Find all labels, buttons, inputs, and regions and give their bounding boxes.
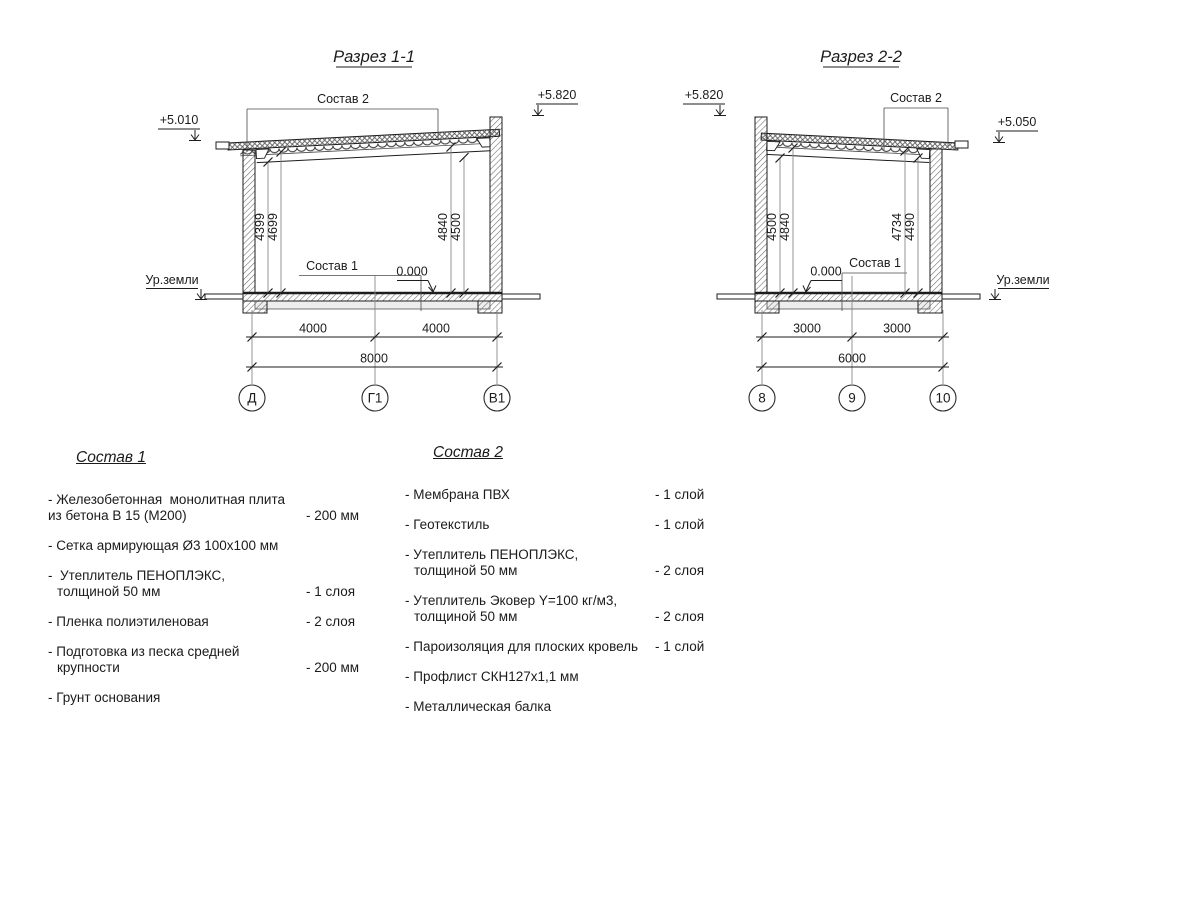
roof-assembly	[228, 129, 501, 164]
item-text: - Грунт основания	[48, 690, 161, 705]
section-1-1	[145, 48, 578, 411]
ground-level-mark	[989, 273, 1050, 300]
item-text: - Пленка полиэтиленовая	[48, 614, 209, 629]
item-qty: - 1 слой	[655, 487, 705, 502]
ground-level-label: Ур.земли	[145, 273, 199, 287]
composition-2-list	[405, 445, 735, 729]
list-item	[405, 699, 735, 715]
list-item	[48, 538, 388, 554]
item-text: толщиной 50 мм	[57, 584, 161, 599]
wall-left-parapet	[755, 117, 767, 293]
floor-composition-label: Состав 1	[306, 259, 358, 273]
zero-level-value: 0.000	[810, 264, 842, 279]
item-text: - Подготовка из песка средней	[48, 644, 240, 659]
list-item	[405, 547, 735, 579]
roof-composition-label: Состав 2	[890, 91, 942, 105]
item-text: - Сетка армирующая Ø3 100х100 мм	[48, 538, 279, 553]
list-item	[405, 669, 735, 685]
ground-flange-left	[717, 294, 755, 299]
ground-level-mark	[145, 273, 207, 300]
total-span-dim: 6000	[838, 351, 866, 366]
height-dim: 4500	[765, 213, 779, 241]
item-text: - Железобетонная монолитная плита	[48, 492, 286, 507]
height-dim: 4500	[449, 213, 463, 241]
span-dim: 3000	[793, 321, 821, 336]
list-item	[48, 614, 388, 630]
height-dim: 4490	[903, 213, 917, 241]
roof-edge-plate	[955, 141, 968, 148]
elevation-left-value: +5.010	[159, 113, 199, 127]
span-dim: 4000	[299, 321, 327, 336]
axis-label: Д	[247, 390, 257, 406]
list-item	[48, 644, 388, 676]
axis-label: 9	[848, 390, 856, 406]
list-item	[405, 639, 735, 655]
height-dimensions	[765, 144, 923, 298]
elevation-right-value: +5.050	[997, 115, 1037, 129]
item-text: - Утеплитель ПЕНОПЛЭКС,	[48, 568, 226, 583]
wall-right-parapet	[490, 117, 502, 293]
item-text: - Утеплитель ПЕНОПЛЭКС,	[405, 547, 579, 562]
elevation-right-value: +5.820	[537, 88, 577, 102]
elevation-right-mark	[532, 88, 578, 116]
ground-flange-left	[205, 294, 243, 299]
footing-right	[918, 301, 942, 313]
item-qty: - 1 слой	[655, 639, 705, 654]
ground-level-label: Ур.земли	[996, 273, 1050, 287]
item-text: толщиной 50 мм	[414, 563, 518, 578]
ground-flange-right	[942, 294, 980, 299]
roof-assembly	[760, 133, 958, 164]
axis-bubbles	[239, 385, 510, 411]
footing-left	[243, 301, 267, 313]
list-item	[48, 690, 388, 706]
roof-edge-plate	[216, 142, 229, 149]
section-2-title: Разрез 2-2	[820, 48, 902, 66]
zero-level-mark	[803, 265, 842, 293]
height-dim: 4840	[436, 213, 450, 241]
height-dimensions	[253, 143, 469, 298]
height-dim: 4734	[890, 213, 904, 241]
footing-left	[755, 301, 779, 313]
list-item	[405, 487, 735, 503]
elevation-left-value: +5.820	[684, 88, 724, 102]
floor-subbase	[767, 301, 930, 309]
ground-flange-right	[502, 294, 540, 299]
zero-level-mark	[396, 265, 436, 293]
roof-composition-label: Состав 2	[317, 92, 369, 106]
axis-label: 10	[935, 390, 951, 406]
item-qty: - 1 слоя	[306, 584, 356, 599]
item-text: толщиной 50 мм	[414, 609, 518, 624]
item-qty: - 200 мм	[306, 508, 360, 523]
item-qty: - 200 мм	[306, 660, 360, 675]
floor-subbase	[255, 301, 490, 309]
total-span-dim: 8000	[360, 351, 388, 366]
item-text: из бетона В 15 (М200)	[48, 508, 187, 523]
section-2-2	[683, 48, 1050, 411]
axis-label: 8	[758, 390, 766, 406]
item-text: - Мембрана ПВХ	[405, 487, 510, 502]
sections-drawing	[0, 0, 1200, 430]
composition-2-title: Состав 2	[433, 444, 503, 461]
list-item	[48, 568, 388, 600]
item-qty: - 2 слоя	[306, 614, 356, 629]
span-dim: 4000	[422, 321, 450, 336]
item-text: - Профлист СКН127х1,1 мм	[405, 669, 579, 684]
height-dim: 4699	[266, 213, 280, 241]
list-item	[48, 492, 388, 524]
axis-label: Г1	[367, 390, 383, 406]
list-item	[405, 593, 735, 625]
elevation-right-mark	[993, 115, 1038, 143]
item-qty: - 1 слой	[655, 517, 705, 532]
axis-label: В1	[488, 390, 506, 406]
wall-right	[930, 149, 942, 293]
span-dim: 3000	[883, 321, 911, 336]
item-text: - Геотекстиль	[405, 517, 490, 532]
elevation-left-mark	[683, 88, 726, 116]
item-text: крупности	[57, 660, 120, 675]
footing-right	[478, 301, 502, 313]
item-text: - Пароизоляция для плоских кровель	[405, 639, 639, 654]
axis-bubbles	[749, 385, 956, 411]
item-text: - Металлическая балка	[405, 699, 552, 714]
zero-level-value: 0.000	[396, 264, 428, 279]
elevation-left-mark	[158, 113, 201, 141]
list-item	[405, 517, 735, 533]
item-text: - Утеплитель Эковер Y=100 кг/м3,	[405, 593, 618, 608]
height-dim: 4399	[253, 213, 267, 241]
composition-1-title: Состав 1	[76, 449, 146, 466]
section-1-title: Разрез 1-1	[333, 48, 415, 66]
item-qty: - 2 слоя	[655, 563, 705, 578]
floor-composition-label: Состав 1	[849, 256, 901, 270]
item-qty: - 2 слоя	[655, 609, 705, 624]
composition-1-list	[48, 450, 388, 720]
height-dim: 4840	[778, 213, 792, 241]
